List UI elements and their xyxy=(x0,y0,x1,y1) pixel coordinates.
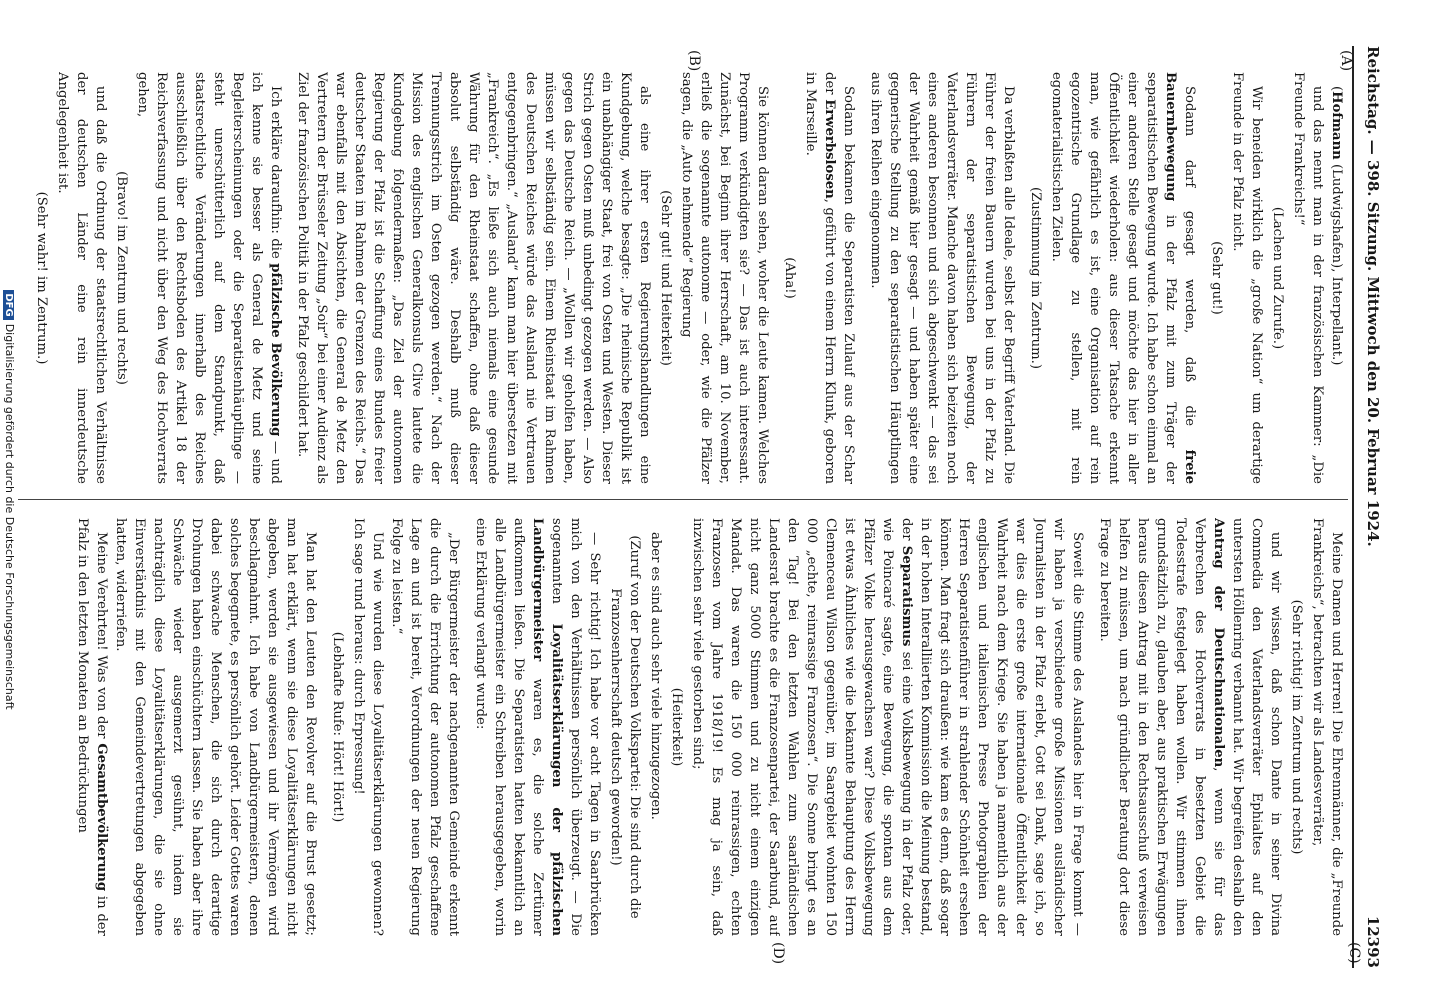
left-column-paragraph: (Lachen und Zurufe.) xyxy=(1270,206,1285,350)
emphasized-term: Separatismus xyxy=(899,545,914,647)
right-column-paragraph: (Lebhafte Rufe: Hört! Hört!) xyxy=(330,631,345,823)
left-column-paragraph: (Aha!) xyxy=(782,257,797,299)
right-column-paragraph: Man hat den Leuten den Revolver auf die Brust gesetzt; man hat erklärt, wenn sie diese Loyalitätserklärungen nicht abgeben, werden sie ausgewiesen und ihr Vermögen wird beschlagnahmt. Ich habe von Landbürgermeistern, denen solches begegnete, es persönlich gehört. Leider Gottes waren dabei schwache Menschen, die sich durch derartige Drohungen haben einschüchtern lassen. Sie haben aber ihre Schwäche wieder ausgemerzt gesühnt, indem sie nachträglich diese Loyalitätserklärungen, die sie ohne Einverständnis mit den Gemeindevertretungen abgegeben hatten, widerriefen. xyxy=(113,518,318,936)
dfg-logo-icon: DFG xyxy=(3,290,14,319)
right-column-paragraph: Soweit die Stimme des Auslandes hier in Frage kommt — wir haben ja verschiedene große Missionen ausländischer Journalisten in der Pfalz erlebt, Gott sei Dank, sage ich, so war dies die erste große internationale Öffentlichkeit der Wahrheit nach dem Kriege. Sie haben ja namentlich aus der englischen und italienischen Presse Photographien der Herren Separatistenführer in strahlender Schönheit ersehen können. Man fragt sich draußen: wie kam es denn, daß sogar in der hohen Interalliierten Kommission die Meinung bestand, der Separatismus sei eine Volksbewegung in der Pfalz oder, wie Poincaré sagte, eine Bewegung, die spontan aus dem Pfälzer Volke herausgewachsen war? Diese Volksbewegung ist etwas Ähnliches wie die bekannte Behauptung des Herrn Clemenceau Wilson gegenüber, im Saargebiet wohnten 150 000 „echte, reinrassige Franzosen“. Die Sonne bringt es an den Tag! Bei den letzten Wahlen zum saarländischen Landesrat brachte es die Franzosenpartei, der Saarbund, auf nicht ganz 5000 Stimmen und zu nicht einem einzigen Mandat. Das waren die 150 000 reinrassigen, echten Franzosen vom Jahre 1918/19! Es mag ja sein, daß inzwischen sehr viele gestorben sind; xyxy=(690,518,1085,936)
page-number: 12393 xyxy=(1364,915,1382,968)
left-column-paragraph: Da verblaßten alle Ideale, selbst der Begriff Vaterland. Die Führer der freien Bauern wurden bei uns in der Pfalz zu Führern der separatistischen Bewegung, der Vaterlandsverräter. Manche davon haben sich beizeiten noch eines anderen besonnen und sich abgeschwenkt — das sei der Wahrheit gemäß hier gesagt — und haben später eine gegnerische Stellung zu den separatistischen Häuptlingen aus ihren Reihen eingenommen. xyxy=(868,72,1016,484)
emphasized-term: freie Bauernbewegung xyxy=(1163,72,1197,484)
left-column-paragraph: Sie können daran sehen, woher die Leute kamen. Welches Programm verkündigten sie? — Das ist auch interessant. Zunächst, bei Beginn ihrer Herrschaft, am 10. November, erließ die sogenannte autonome — oder, wie die Pfälzer sagen, die „Auto nehmende“ Regierung xyxy=(679,72,770,484)
right-column-paragraph: (Heiterkeit) xyxy=(669,687,684,767)
left-column-paragraph: Wir beneiden wirklich die „große Nation“ um derartige Freunde in der Pfalz nicht. xyxy=(1230,72,1264,484)
left-column-paragraph: Sodann darf gesagt werden, daß die freie Bauernbewegung in der Pfalz mit zum Träger der separatistischen Bewegung wurde. Ich habe schon einmal an einer anderen Stelle gesagt und möchte das hier in aller Öffentlichkeit wiederholen: aus dieser Tatsache erkennt man, wie gefährlich es ist, eine Organisation auf rein egozentrische Grundlage zu stellen, mit rein egomaterialistischen Zielen. xyxy=(1049,72,1197,484)
right-column-paragraph: Meine Damen und Herren! Die Ehrenmänner, die „Freunde Frankreichs“, betrachten wir als Landesverräter, xyxy=(1310,518,1344,936)
emphasized-term: Loyalitätserklärungen der pfälzischen Landbürgermeister xyxy=(530,518,564,936)
left-column-paragraph: und daß die Ordnung der staatsrechtlichen Verhältnisse der deutschen Länder eine rein innerdeutsche Angelegenheit ist. xyxy=(55,72,108,484)
left-column-paragraph: (Zustimmung im Zentrum.) xyxy=(1028,186,1043,370)
left-column-paragraph: (Hofmann (Ludwigshafen), Interpellant.) xyxy=(1329,86,1344,366)
margin-mark-d: (D) xyxy=(770,942,786,965)
margin-mark-c: (C) xyxy=(1346,942,1362,964)
left-column-paragraph: (Sehr wahr! im Zentrum.) xyxy=(34,191,49,365)
header-rule xyxy=(1352,46,1354,968)
column-divider xyxy=(18,499,1348,500)
emphasized-term: Antrag der Deutschnationalen xyxy=(1211,518,1226,768)
right-text-column xyxy=(16,518,1346,936)
emphasized-term: Gesamtbevölkerung xyxy=(94,743,109,892)
page-header-left: Reichstag. — 398. Sitzung. Mittwoch den 20. Februar 1924. xyxy=(1364,46,1382,547)
emphasized-term: Erwerbslosen xyxy=(822,99,837,199)
left-column-paragraph: Sodann bekamen die Separatisten Zulauf aus der Schar der Erwerbslosen, geführt von einem Herrn Klunk, geboren in Marseille. xyxy=(803,72,856,484)
left-column-paragraph: (Sehr gut! und Heiterkeit) xyxy=(658,190,673,366)
left-column-paragraph: (Bravo! im Zentrum und rechts) xyxy=(114,171,129,385)
margin-mark-b: (B) xyxy=(686,50,702,72)
margin-mark-a: (A) xyxy=(1338,50,1354,72)
emphasized-term: Hofmann xyxy=(1329,91,1344,160)
right-column-paragraph: Und wie wurden diese Loyalitätserklärungen gewonnen? Ich sage rund heraus: durch Erpressung! xyxy=(351,518,385,936)
left-column-paragraph: als eine ihrer ersten Regierungshandlungen eine Kundgebung, welche besagte: „Die rheinische Republik ist ein unabhängiger Staat, frei von Osten und Westen. Dieser Strich gegen Osten muß unbedingt gezogen werden. — Also gegen das Deutsche Reich. — „Wollen wir geholfen haben, müssen wir selbständig sein. Einem Rheinstaat im Rahmen des Deutschen Reiches würde das Ausland nie Vertrauen entgegenbringen.“ „Ausland“ kann man hier übersetzen mit „Frankreich“. „Es ließe sich auch niemals eine gesunde Währung für den Rheinstaat schaffen, ohne daß dieser absolut selbständig wäre. Deshalb muß dieser Trennungsstrich im Osten gezogen werden.“ Nach der Mission des englischen Generalkonsuls Clive lautete die Kundgebung folgendermaßen: „Das Ziel der autonomen Regierung der Pfalz ist die Schaffung eines Bundes freier deutscher Staaten im Rahmen der Grenzen des Reichs.“ Das war ebenfalls mit den Absichten, die General de Metz den Vertretern der Brüsseler Zeitung „Soir“ bei einer Audienz als Ziel der französischen Politik in der Pfalz geschildert hat. xyxy=(295,72,652,484)
right-column-paragraph: (Zuruf von der Deutschen Volkspartei: Die sind durch die Franzosenherrschaft deutsch geworden!) xyxy=(608,535,642,919)
right-column-paragraph: „Der Bürgermeister der nachgenannten Gemeinde erkennt die durch die Errichtung der autonomen Pfalz geschaffene Lage an und ist bereit, Verordnungen der neuen Regierung Folge zu leisten.“ xyxy=(389,518,461,936)
left-column-paragraph: (Sehr gut!) xyxy=(1209,241,1224,315)
emphasized-term: pfälzische Bevölkerung xyxy=(268,263,283,437)
digitization-credit: Digitalisierung gefördert durch die Deutsche Forschungsgemeinschaft xyxy=(3,323,16,710)
right-column-paragraph: aber es sind auch sehr viele hinzugezogen. xyxy=(648,532,663,820)
page-footer xyxy=(3,0,16,1000)
left-text-column xyxy=(16,72,1346,484)
right-column-paragraph: (Sehr richtig! im Zentrum und rechts) xyxy=(1289,599,1304,855)
left-column-paragraph: Ich erkläre daraufhin: die pfälzische Bevölkerung — und ich kenne sie besser als General de Metz und seine Begleiterscheinungen oder die Separatistenhäuptlinge — steht unerschütterlich auf dem Standpunkt, daß staatsrechtliche Veränderungen innerhalb des Reiches ausschließlich über den Rechtsboden des Artikel 18 der Reichsverfassung und nicht über den Weg des Hochverrats gehen, xyxy=(135,72,283,484)
right-column-paragraph: Meine Verehrten! Was von der Gesamtbevölkerung in der Pfalz in den letzten Monaten an Bedrückungen xyxy=(75,518,109,936)
page-header xyxy=(1358,46,1382,968)
right-column-paragraph: — Sehr richtig! Ich habe vor acht Tagen in Saarbrücken mich von den Verhältnissen persönlich überzeugt. — Die sogenannten Loyalitätserklärungen der pfälzischen Landbürgermeister waren es, die solche Zertümer aufkommen ließen. Die Separatisten hatten bekanntlich an alle Landbürgermeister ein Schreiben herausgegeben, worin eine Erklärung verlangt wurde: xyxy=(473,518,602,936)
right-column-paragraph: und wir wissen, daß schon Dante in seiner Divina Commedia den Vaterlandsverräter Ephialtes auf den untersten Höllenring verbannt hat. Wir begreifen deshalb den Antrag der Deutschnationalen, wenn sie für das Verbrechen des Hochverrats in besetzten Gebiet die Todesstrafe festgelegt haben wollen. Wir stimmen ihnen grundsätzlich zu, glauben aber, aus praktischen Erwägungen heraus diesen Antrag mit in den Rechtsausschuß verweisen helfen zu müssen, um nach gründlicher Beratung dort diese Frage zu bereiten. xyxy=(1097,518,1283,936)
left-column-paragraph: und das nennt man in der französischen Kammer: „Die Freunde Frankreichs!“ xyxy=(1291,72,1325,484)
